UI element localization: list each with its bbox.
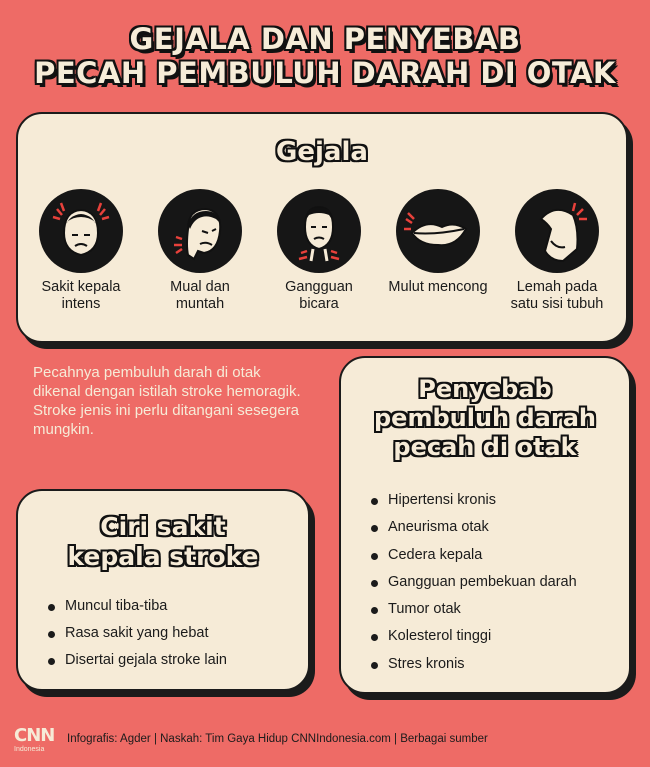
nausea-icon: [158, 189, 242, 273]
gejala-panel: [16, 112, 628, 343]
symptom-label: Mual dan muntah: [170, 279, 230, 312]
list-item: Rasa sakit yang hebat: [48, 625, 227, 652]
list-item: Gangguan pembekuan darah: [371, 574, 577, 601]
list-item: Muncul tiba-tiba: [48, 598, 227, 625]
list-item: Hipertensi kronis: [371, 492, 577, 519]
penyebab-heading-line-3: pecah di otak: [393, 433, 577, 461]
crooked-mouth-icon: [396, 189, 480, 273]
symptom-label: Gangguan bicara: [285, 279, 353, 312]
list-item: Disertai gejala stroke lain: [48, 652, 227, 679]
page-title: [0, 22, 650, 90]
logo-sub-text: Indonesia: [14, 746, 45, 753]
speech-disorder-icon: [277, 189, 361, 273]
headache-icon: [39, 189, 123, 273]
ciri-list: [48, 598, 227, 679]
symptom-item: [264, 189, 374, 313]
symptom-label: Sakit kepala intens: [41, 279, 121, 312]
symptom-label: Mulut mencong: [388, 279, 488, 295]
penyebab-heading-line-1: Penyebab: [418, 375, 552, 403]
credit-text: Infografis: Agder | Naskah: Tim Gaya Hidup CNNIndonesia.com | Berbagai sumber: [67, 733, 488, 745]
logo-main-text: CNN: [14, 725, 55, 746]
list-item: Aneurisma otak: [371, 519, 577, 546]
ciri-heading-line-2: kepala stroke: [67, 542, 259, 571]
one-side-weakness-icon: [515, 189, 599, 273]
symptom-item: [383, 189, 493, 296]
ciri-heading-line-1: Ciri sakit: [100, 512, 226, 541]
gejala-heading: Gejala: [276, 137, 368, 167]
ciri-panel: [16, 489, 310, 691]
penyebab-heading-line-2: pembuluh darah: [374, 404, 596, 432]
list-item: Tumor otak: [371, 601, 577, 628]
penyebab-heading: [341, 375, 629, 462]
penyebab-list: [371, 492, 577, 683]
title-line-1: GEJALA DAN PENYEBAB: [129, 22, 521, 56]
list-item: Cedera kepala: [371, 547, 577, 574]
symptom-item: [145, 189, 255, 313]
penyebab-panel: [339, 356, 631, 694]
symptom-item: [26, 189, 136, 313]
list-item: Kolesterol tinggi: [371, 628, 577, 655]
symptom-label: Lemah pada satu sisi tubuh: [510, 279, 604, 312]
list-item: Stres kronis: [371, 656, 577, 683]
ciri-heading: [18, 512, 308, 572]
footer: [0, 724, 650, 767]
title-line-2: PECAH PEMBULUH DARAH DI OTAK: [34, 56, 616, 90]
cnn-indonesia-logo: [14, 726, 54, 754]
intro-text: Pecahnya pembuluh darah di otak dikenal dengan istilah stroke hemoragik. Stroke jenis ini perlu ditangani sesegera mungkin.: [33, 364, 301, 438]
symptom-item: [502, 189, 612, 313]
